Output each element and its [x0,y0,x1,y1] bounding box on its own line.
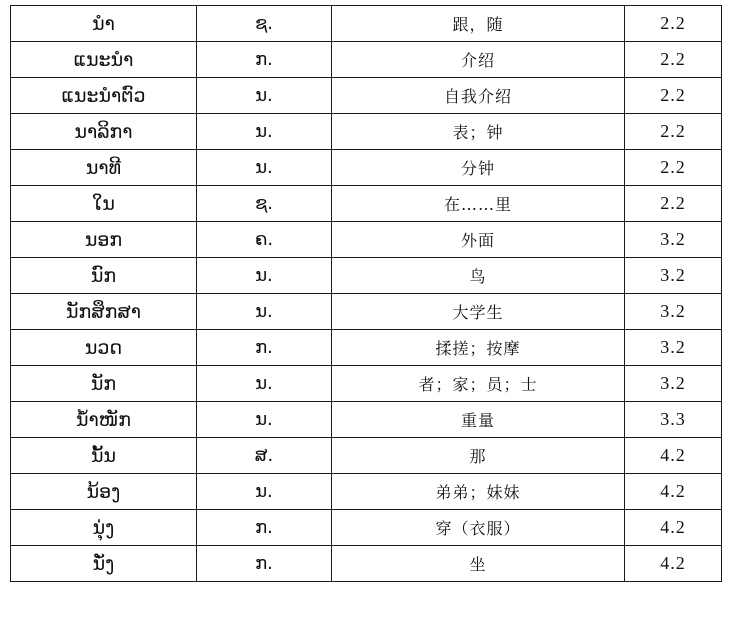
part-of-speech-cell: ກ. [197,330,332,366]
lao-word-cell: ນອກ [11,222,197,258]
lesson-number-cell: 4.2 [625,510,722,546]
lao-word-cell: ນ້ອງ [11,474,197,510]
lesson-number-cell: 3.2 [625,294,722,330]
lao-word-cell: ໃນ [11,186,197,222]
part-of-speech-cell: ກ. [197,546,332,582]
chinese-meaning-cell: 外面 [332,222,625,258]
part-of-speech-cell: ນ. [197,402,332,438]
part-of-speech-cell: ນ. [197,474,332,510]
table-row [11,186,722,222]
lesson-number-cell: 2.2 [625,150,722,186]
table-row [11,438,722,474]
chinese-meaning-cell: 表；钟 [332,114,625,150]
lesson-number-cell: 3.2 [625,222,722,258]
lao-word-cell: ນາທີ [11,150,197,186]
part-of-speech-cell: ນ. [197,366,332,402]
chinese-meaning-cell: 在……里 [332,186,625,222]
chinese-meaning-cell: 分钟 [332,150,625,186]
chinese-meaning-cell: 揉搓；按摩 [332,330,625,366]
lesson-number-cell: 4.2 [625,474,722,510]
table-row [11,474,722,510]
part-of-speech-cell: ນ. [197,150,332,186]
part-of-speech-cell: ນ. [197,294,332,330]
lao-word-cell: ແນະນຳຕົວ [11,78,197,114]
part-of-speech-cell: ຊ. [197,186,332,222]
chinese-meaning-cell: 弟弟；妹妹 [332,474,625,510]
lesson-number-cell: 4.2 [625,546,722,582]
lao-word-cell: ນຸ່ງ [11,510,197,546]
table-row [11,330,722,366]
part-of-speech-cell: ຄ. [197,222,332,258]
vocabulary-rows [11,6,722,582]
chinese-meaning-cell: 自我介绍 [332,78,625,114]
part-of-speech-cell: ສ. [197,438,332,474]
part-of-speech-cell: ນ. [197,114,332,150]
lesson-number-cell: 2.2 [625,42,722,78]
table-row [11,510,722,546]
lesson-number-cell: 2.2 [625,78,722,114]
chinese-meaning-cell: 那 [332,438,625,474]
lao-word-cell: ນ້ຳໜັກ [11,402,197,438]
vocabulary-table [10,5,722,582]
table-row [11,258,722,294]
lao-word-cell: ນົກ [11,258,197,294]
lao-word-cell: ນັ່ງ [11,546,197,582]
lao-word-cell: ນັກ [11,366,197,402]
table-row [11,546,722,582]
chinese-meaning-cell: 坐 [332,546,625,582]
table-row [11,366,722,402]
chinese-meaning-cell: 大学生 [332,294,625,330]
lao-word-cell: ນັກສຶກສາ [11,294,197,330]
lesson-number-cell: 3.3 [625,402,722,438]
part-of-speech-cell: ນ. [197,78,332,114]
lesson-number-cell: 2.2 [625,186,722,222]
table-row [11,114,722,150]
lao-word-cell: ນວດ [11,330,197,366]
table-row [11,294,722,330]
chinese-meaning-cell: 跟，随 [332,6,625,42]
part-of-speech-cell: ກ. [197,42,332,78]
table-row [11,78,722,114]
lao-word-cell: ແນະນຳ [11,42,197,78]
lesson-number-cell: 2.2 [625,6,722,42]
lao-word-cell: ນັ້ນ [11,438,197,474]
table-row [11,150,722,186]
table-row [11,222,722,258]
lao-word-cell: ນາລິກາ [11,114,197,150]
lesson-number-cell: 3.2 [625,258,722,294]
lao-word-cell: ນຳ [11,6,197,42]
lesson-number-cell: 4.2 [625,438,722,474]
chinese-meaning-cell: 重量 [332,402,625,438]
part-of-speech-cell: ນ. [197,258,332,294]
table-row [11,402,722,438]
part-of-speech-cell: ກ. [197,510,332,546]
chinese-meaning-cell: 鸟 [332,258,625,294]
lesson-number-cell: 3.2 [625,366,722,402]
lesson-number-cell: 2.2 [625,114,722,150]
chinese-meaning-cell: 者；家；员；士 [332,366,625,402]
chinese-meaning-cell: 介绍 [332,42,625,78]
lesson-number-cell: 3.2 [625,330,722,366]
chinese-meaning-cell: 穿（衣服） [332,510,625,546]
table-row [11,6,722,42]
part-of-speech-cell: ຊ. [197,6,332,42]
table-row [11,42,722,78]
